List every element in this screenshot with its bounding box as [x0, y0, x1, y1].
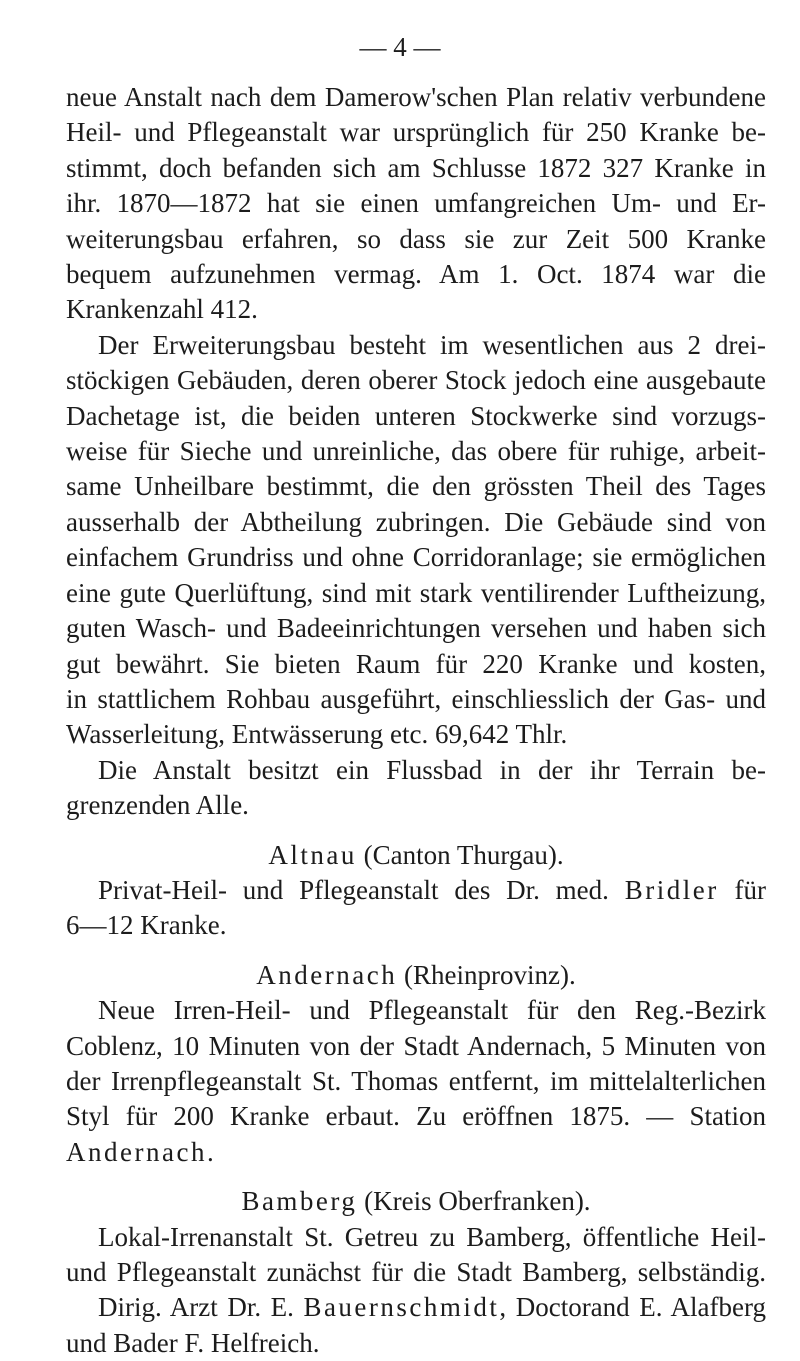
person-name: Bridler: [624, 874, 719, 905]
heading-altnau: [66, 838, 766, 873]
text-line: Krankenzahl 412.: [66, 294, 258, 325]
text-line: Heil- und Pflegeanstalt war ursprünglich für 250 Kranke be-: [66, 117, 766, 148]
paragraph-altnau: [66, 873, 766, 944]
text-line: der Irrenpflegeanstalt St. Thomas entfernt, im mittelalterlichen: [66, 1065, 766, 1096]
region: (Rheinprovinz).: [397, 959, 576, 990]
text-line: ausserhalb der Abtheilung zubringen. Die Gebäude sind von: [66, 506, 766, 537]
text-line: Die Anstalt besitzt ein Flussbad in der ihr Terrain be-: [98, 754, 766, 785]
text-fragment: , Doctorand E. Alafberg: [499, 1292, 766, 1323]
paragraph-bamberg: [66, 1220, 766, 1361]
body-text: [66, 80, 766, 1361]
paragraph-2: [66, 328, 766, 753]
paragraph-andernach: [66, 993, 766, 1170]
text-fragment: Dirig. Arzt Dr. E.: [98, 1292, 304, 1323]
text-line: stimmt, doch befanden sich am Schlusse 1872 327 Kranke in: [66, 152, 766, 183]
place-name: Bamberg: [241, 1186, 358, 1217]
text-line: Coblenz, 10 Minuten von der Stadt Andernach, 5 Minuten von: [66, 1030, 766, 1061]
text-line: eine gute Querlüftung, sind mit stark ventilirender Luftheizung,: [66, 577, 766, 608]
text-line: Wasserleitung, Entwässerung etc. 69,642 Thlr.: [66, 719, 568, 750]
text-line: [66, 1290, 766, 1325]
paragraph-3: [66, 753, 766, 824]
paragraph-1: [66, 80, 766, 328]
text-line: weise für Sieche und unreinliche, das obere für ruhige, arbeit-: [66, 436, 766, 467]
text-line: neue Anstalt nach dem Damerow'schen Plan relativ verbundene: [66, 82, 766, 112]
text-line: guten Wasch- und Badeeinrichtungen versehen und haben sich: [66, 613, 766, 644]
text-line: Dachetage ist, die beiden unteren Stockwerke sind vorzugs-: [66, 400, 766, 431]
place-name: Andernach: [256, 959, 398, 990]
text-line: und Pflegeanstalt zunächst für die Stadt Bamberg, selbständig.: [66, 1257, 766, 1287]
text-line: weiterungsbau erfahren, so dass sie zur Zeit 500 Kranke: [66, 223, 766, 254]
text-line: gut bewährt. Sie bieten Raum für 220 Kranke und kosten,: [66, 648, 766, 679]
person-name: Bauernschmidt: [303, 1292, 500, 1323]
station-name: Andernach.: [66, 1136, 217, 1167]
text-line: einfachem Grundriss und ohne Corridoranlage; sie ermöglichen: [66, 542, 766, 573]
region: (Canton Thurgau).: [356, 839, 564, 870]
heading-bamberg: [66, 1184, 766, 1219]
place-name: Altnau: [268, 839, 357, 870]
text-line: bequem aufzunehmen vermag. Am 1. Oct. 1874 war die: [66, 259, 766, 290]
text-line: in stattlichem Rohbau ausgeführt, einschliesslich der Gas- und: [66, 683, 766, 714]
text-line: Der Erweiterungsbau besteht im wesentlichen aus 2 drei-: [98, 329, 766, 360]
text-line: 6—12 Kranke.: [66, 910, 227, 941]
text-line: same Unheilbare bestimmt, die den grössten Theil des Tages: [66, 471, 766, 502]
region: (Kreis Oberfranken).: [357, 1186, 591, 1217]
text-line: grenzenden Alle.: [66, 790, 249, 821]
text-fragment: Privat-Heil- und Pflegeanstalt des Dr. med.: [98, 874, 625, 905]
page-number: — 4 —: [359, 32, 441, 62]
text-line: und Bader F. Helfreich.: [66, 1327, 320, 1358]
text-line: Neue Irren-Heil- und Pflegeanstalt für den Reg.-Bezirk: [98, 995, 766, 1026]
text-line: [66, 873, 766, 908]
text-line: Lokal-Irrenanstalt St. Getreu zu Bamberg, öffentliche Heil-: [98, 1221, 766, 1252]
text-line: Styl für 200 Kranke erbaut. Zu eröffnen 1875. — Station: [66, 1101, 766, 1132]
text-line: ihr. 1870—1872 hat sie einen umfangreichen Um- und Er-: [66, 188, 766, 219]
text-fragment: für: [718, 874, 766, 905]
heading-andernach: [66, 958, 766, 993]
text-line: stöckigen Gebäuden, deren oberer Stock jedoch eine ausgebaute: [66, 365, 766, 396]
